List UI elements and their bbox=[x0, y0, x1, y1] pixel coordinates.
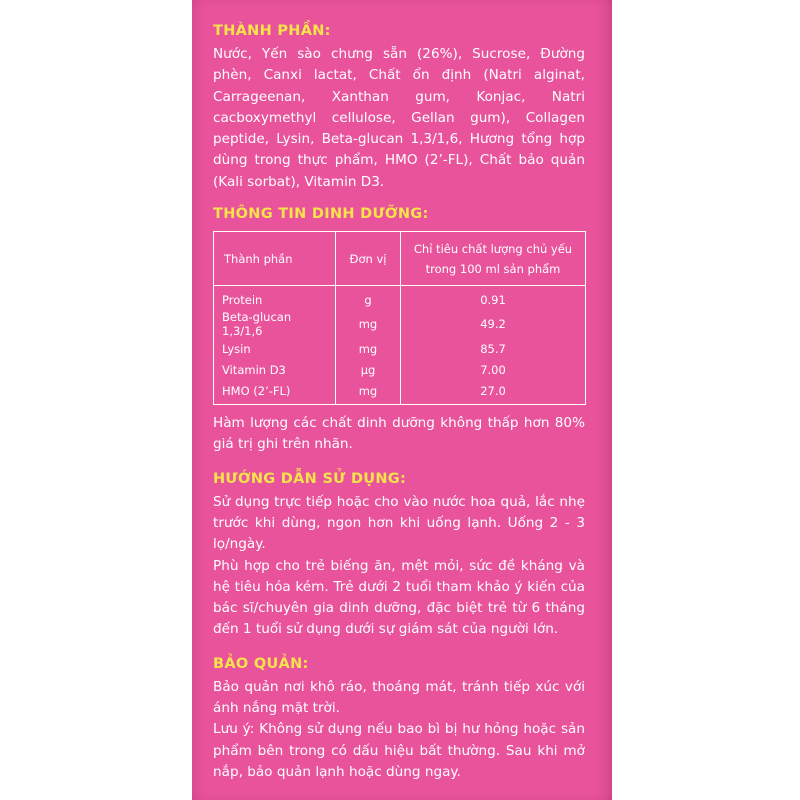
usage-suitability: Phù hợp cho trẻ biếng ăn, mệt mỏi, sức đề kháng và hệ tiêu hóa kém. Trẻ dưới 2 tuổi tham khảo ý kiến của bác sĩ/chuyên gia dinh dưỡng, đặc biệt trẻ từ 6 tháng đến 1 tuổi sử dụng dưới sự giám sát của người lớn. bbox=[213, 557, 585, 638]
nutrient-unit: g bbox=[336, 286, 401, 311]
nutrient-name: Vitamin D3 bbox=[214, 359, 336, 380]
storage-heading: BẢO QUẢN: bbox=[213, 655, 309, 672]
nutrient-unit: mg bbox=[336, 338, 401, 359]
nutrient-value: 27.0 bbox=[401, 380, 586, 405]
table-row bbox=[214, 338, 586, 359]
nutrient-name: Beta-glucan 1,3/1,6 bbox=[214, 310, 336, 338]
nutrient-value: 85.7 bbox=[401, 338, 586, 359]
ingredients-text: Nước, Yến sào chưng sẵn (26%), Sucrose, Đường phèn, Canxi lactat, Chất ổn định (Natri alginat, Carrageenan, Xanthan gum, Konjac, Natri cacboxymethyl cellulose, Gellan gum), Collagen peptide, Lysin, Beta-glucan 1,3/1,6, Hương tổng hợp dùng trong thực phẩm, HMO (2’-FL), Chất bảo quản (Kali sorbat), Vitamin D3. bbox=[213, 46, 585, 190]
nutrition-table-header bbox=[214, 232, 586, 286]
nutrient-name: HMO (2’-FL) bbox=[214, 380, 336, 405]
nutrient-unit: µg bbox=[336, 359, 401, 380]
nutrition-heading: THÔNG TIN DINH DƯỠNG: bbox=[213, 206, 429, 223]
label-content bbox=[213, 22, 585, 783]
ingredients-heading: THÀNH PHẦN: bbox=[213, 23, 331, 39]
storage-instructions: Bảo quản nơi khô ráo, thoáng mát, tránh tiếp xúc với ánh nắng mặt trời. bbox=[213, 678, 585, 717]
column-header-value: Chỉ tiêu chất lượng chủ yếu trong 100 ml sản phẩm bbox=[401, 232, 586, 286]
nutrient-unit: mg bbox=[336, 380, 401, 405]
table-row bbox=[214, 380, 586, 405]
nutrition-table bbox=[213, 231, 586, 405]
table-row bbox=[214, 286, 586, 311]
nutrient-name: Protein bbox=[214, 286, 336, 311]
nutrient-value: 49.2 bbox=[401, 310, 586, 338]
column-header-unit: Đơn vị bbox=[336, 232, 401, 286]
nutrient-name: Lysin bbox=[214, 338, 336, 359]
nutrient-unit: mg bbox=[336, 310, 401, 338]
nutrient-value: 7.00 bbox=[401, 359, 586, 380]
column-header-component: Thành phần bbox=[214, 232, 336, 286]
nutrition-note: Hàm lượng các chất dinh dưỡng không thấp hơn 80% giá trị ghi trên nhãn. bbox=[213, 415, 585, 453]
table-row bbox=[214, 310, 586, 338]
nutrient-value: 0.91 bbox=[401, 286, 586, 311]
usage-heading: HƯỚNG DẪN SỬ DỤNG: bbox=[213, 470, 407, 487]
storage-warning: Lưu ý: Không sử dụng nếu bao bì bị hư hỏng hoặc sản phẩm bên trong có dấu hiệu bất thường. Sau khi mở nắp, bảo quản lạnh hoặc dùng ngay. bbox=[213, 721, 585, 780]
usage-instructions: Sử dụng trực tiếp hoặc cho vào nước hoa quả, lắc nhẹ trước khi dùng, ngon hơn khi uống lạnh. Uống 2 - 3 lọ/ngày. bbox=[213, 493, 585, 553]
table-row bbox=[214, 359, 586, 380]
